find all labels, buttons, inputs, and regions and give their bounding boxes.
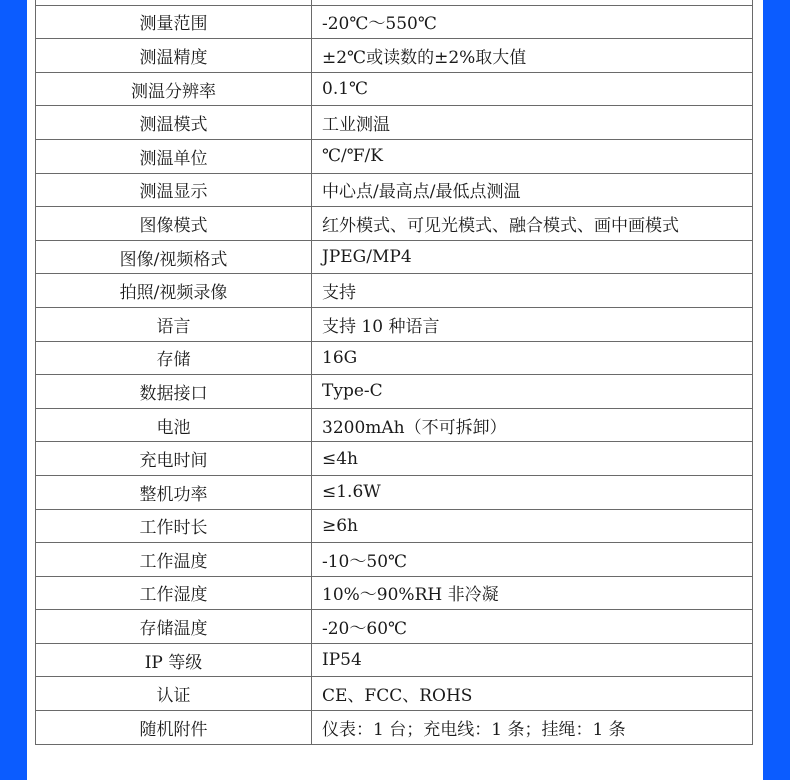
spec-label: IP 等级 bbox=[36, 643, 312, 677]
spec-row bbox=[36, 643, 753, 677]
spec-value: 0.1℃ bbox=[312, 72, 753, 106]
spec-label: 数据接口 bbox=[36, 375, 312, 409]
spec-table bbox=[35, 0, 753, 745]
spec-row bbox=[36, 677, 753, 711]
spec-value: 支持 bbox=[312, 274, 753, 308]
spec-value: 仪表：1 台；充电线：1 条；挂绳：1 条 bbox=[312, 711, 753, 745]
spec-row bbox=[36, 5, 753, 39]
spec-row bbox=[36, 72, 753, 106]
spec-value: ≥6h bbox=[312, 509, 753, 543]
spec-row bbox=[36, 543, 753, 577]
left-blue-border bbox=[0, 0, 27, 780]
spec-row bbox=[36, 39, 753, 73]
spec-row bbox=[36, 408, 753, 442]
spec-label: 测温显示 bbox=[36, 173, 312, 207]
spec-value: -20～60℃ bbox=[312, 610, 753, 644]
spec-value: 10%～90%RH 非冷凝 bbox=[312, 576, 753, 610]
spec-value: -10～50℃ bbox=[312, 543, 753, 577]
spec-label: 图像模式 bbox=[36, 207, 312, 241]
spec-row bbox=[36, 610, 753, 644]
spec-row bbox=[36, 475, 753, 509]
spec-value: JPEG/MP4 bbox=[312, 240, 753, 274]
spec-label: 拍照/视频录像 bbox=[36, 274, 312, 308]
spec-label: 测温单位 bbox=[36, 139, 312, 173]
spec-value: 红外模式、可见光模式、融合模式、画中画模式 bbox=[312, 207, 753, 241]
spec-value: Type-C bbox=[312, 375, 753, 409]
spec-value: 支持 10 种语言 bbox=[312, 307, 753, 341]
spec-value: 3200mAh（不可拆卸） bbox=[312, 408, 753, 442]
spec-label: 语言 bbox=[36, 307, 312, 341]
spec-row bbox=[36, 576, 753, 610]
spec-row bbox=[36, 711, 753, 745]
spec-label: 整机功率 bbox=[36, 475, 312, 509]
spec-value: ±2℃或读数的±2%取大值 bbox=[312, 39, 753, 73]
spec-value: ≤4h bbox=[312, 442, 753, 476]
spec-row bbox=[36, 307, 753, 341]
spec-value: ≤1.6W bbox=[312, 475, 753, 509]
spec-row bbox=[36, 173, 753, 207]
spec-label: 电池 bbox=[36, 408, 312, 442]
spec-label: 随机附件 bbox=[36, 711, 312, 745]
spec-value: 工业测温 bbox=[312, 106, 753, 140]
spec-row bbox=[36, 240, 753, 274]
spec-row bbox=[36, 207, 753, 241]
spec-label: 工作时长 bbox=[36, 509, 312, 543]
right-blue-border bbox=[763, 0, 790, 780]
bottom-margin bbox=[27, 758, 763, 780]
spec-label: 工作温度 bbox=[36, 543, 312, 577]
spec-label: 测温精度 bbox=[36, 39, 312, 73]
spec-row bbox=[36, 341, 753, 375]
spec-label: 存储温度 bbox=[36, 610, 312, 644]
spec-row bbox=[36, 106, 753, 140]
spec-label: 充电时间 bbox=[36, 442, 312, 476]
spec-row bbox=[36, 375, 753, 409]
spec-table-body bbox=[36, 0, 753, 744]
spec-value: 16G bbox=[312, 341, 753, 375]
spec-row bbox=[36, 509, 753, 543]
spec-value: IP54 bbox=[312, 643, 753, 677]
spec-label: 工作湿度 bbox=[36, 576, 312, 610]
spec-row bbox=[36, 442, 753, 476]
spec-label: 测温分辨率 bbox=[36, 72, 312, 106]
spec-label: 图像/视频格式 bbox=[36, 240, 312, 274]
spec-value: ℃/℉/K bbox=[312, 139, 753, 173]
spec-row bbox=[36, 139, 753, 173]
spec-value: -20℃～550℃ bbox=[312, 5, 753, 39]
spec-row bbox=[36, 274, 753, 308]
spec-label: 测量范围 bbox=[36, 5, 312, 39]
spec-value: CE、FCC、ROHS bbox=[312, 677, 753, 711]
spec-label: 测温模式 bbox=[36, 106, 312, 140]
spec-label: 认证 bbox=[36, 677, 312, 711]
spec-value: 中心点/最高点/最低点测温 bbox=[312, 173, 753, 207]
spec-label: 存储 bbox=[36, 341, 312, 375]
